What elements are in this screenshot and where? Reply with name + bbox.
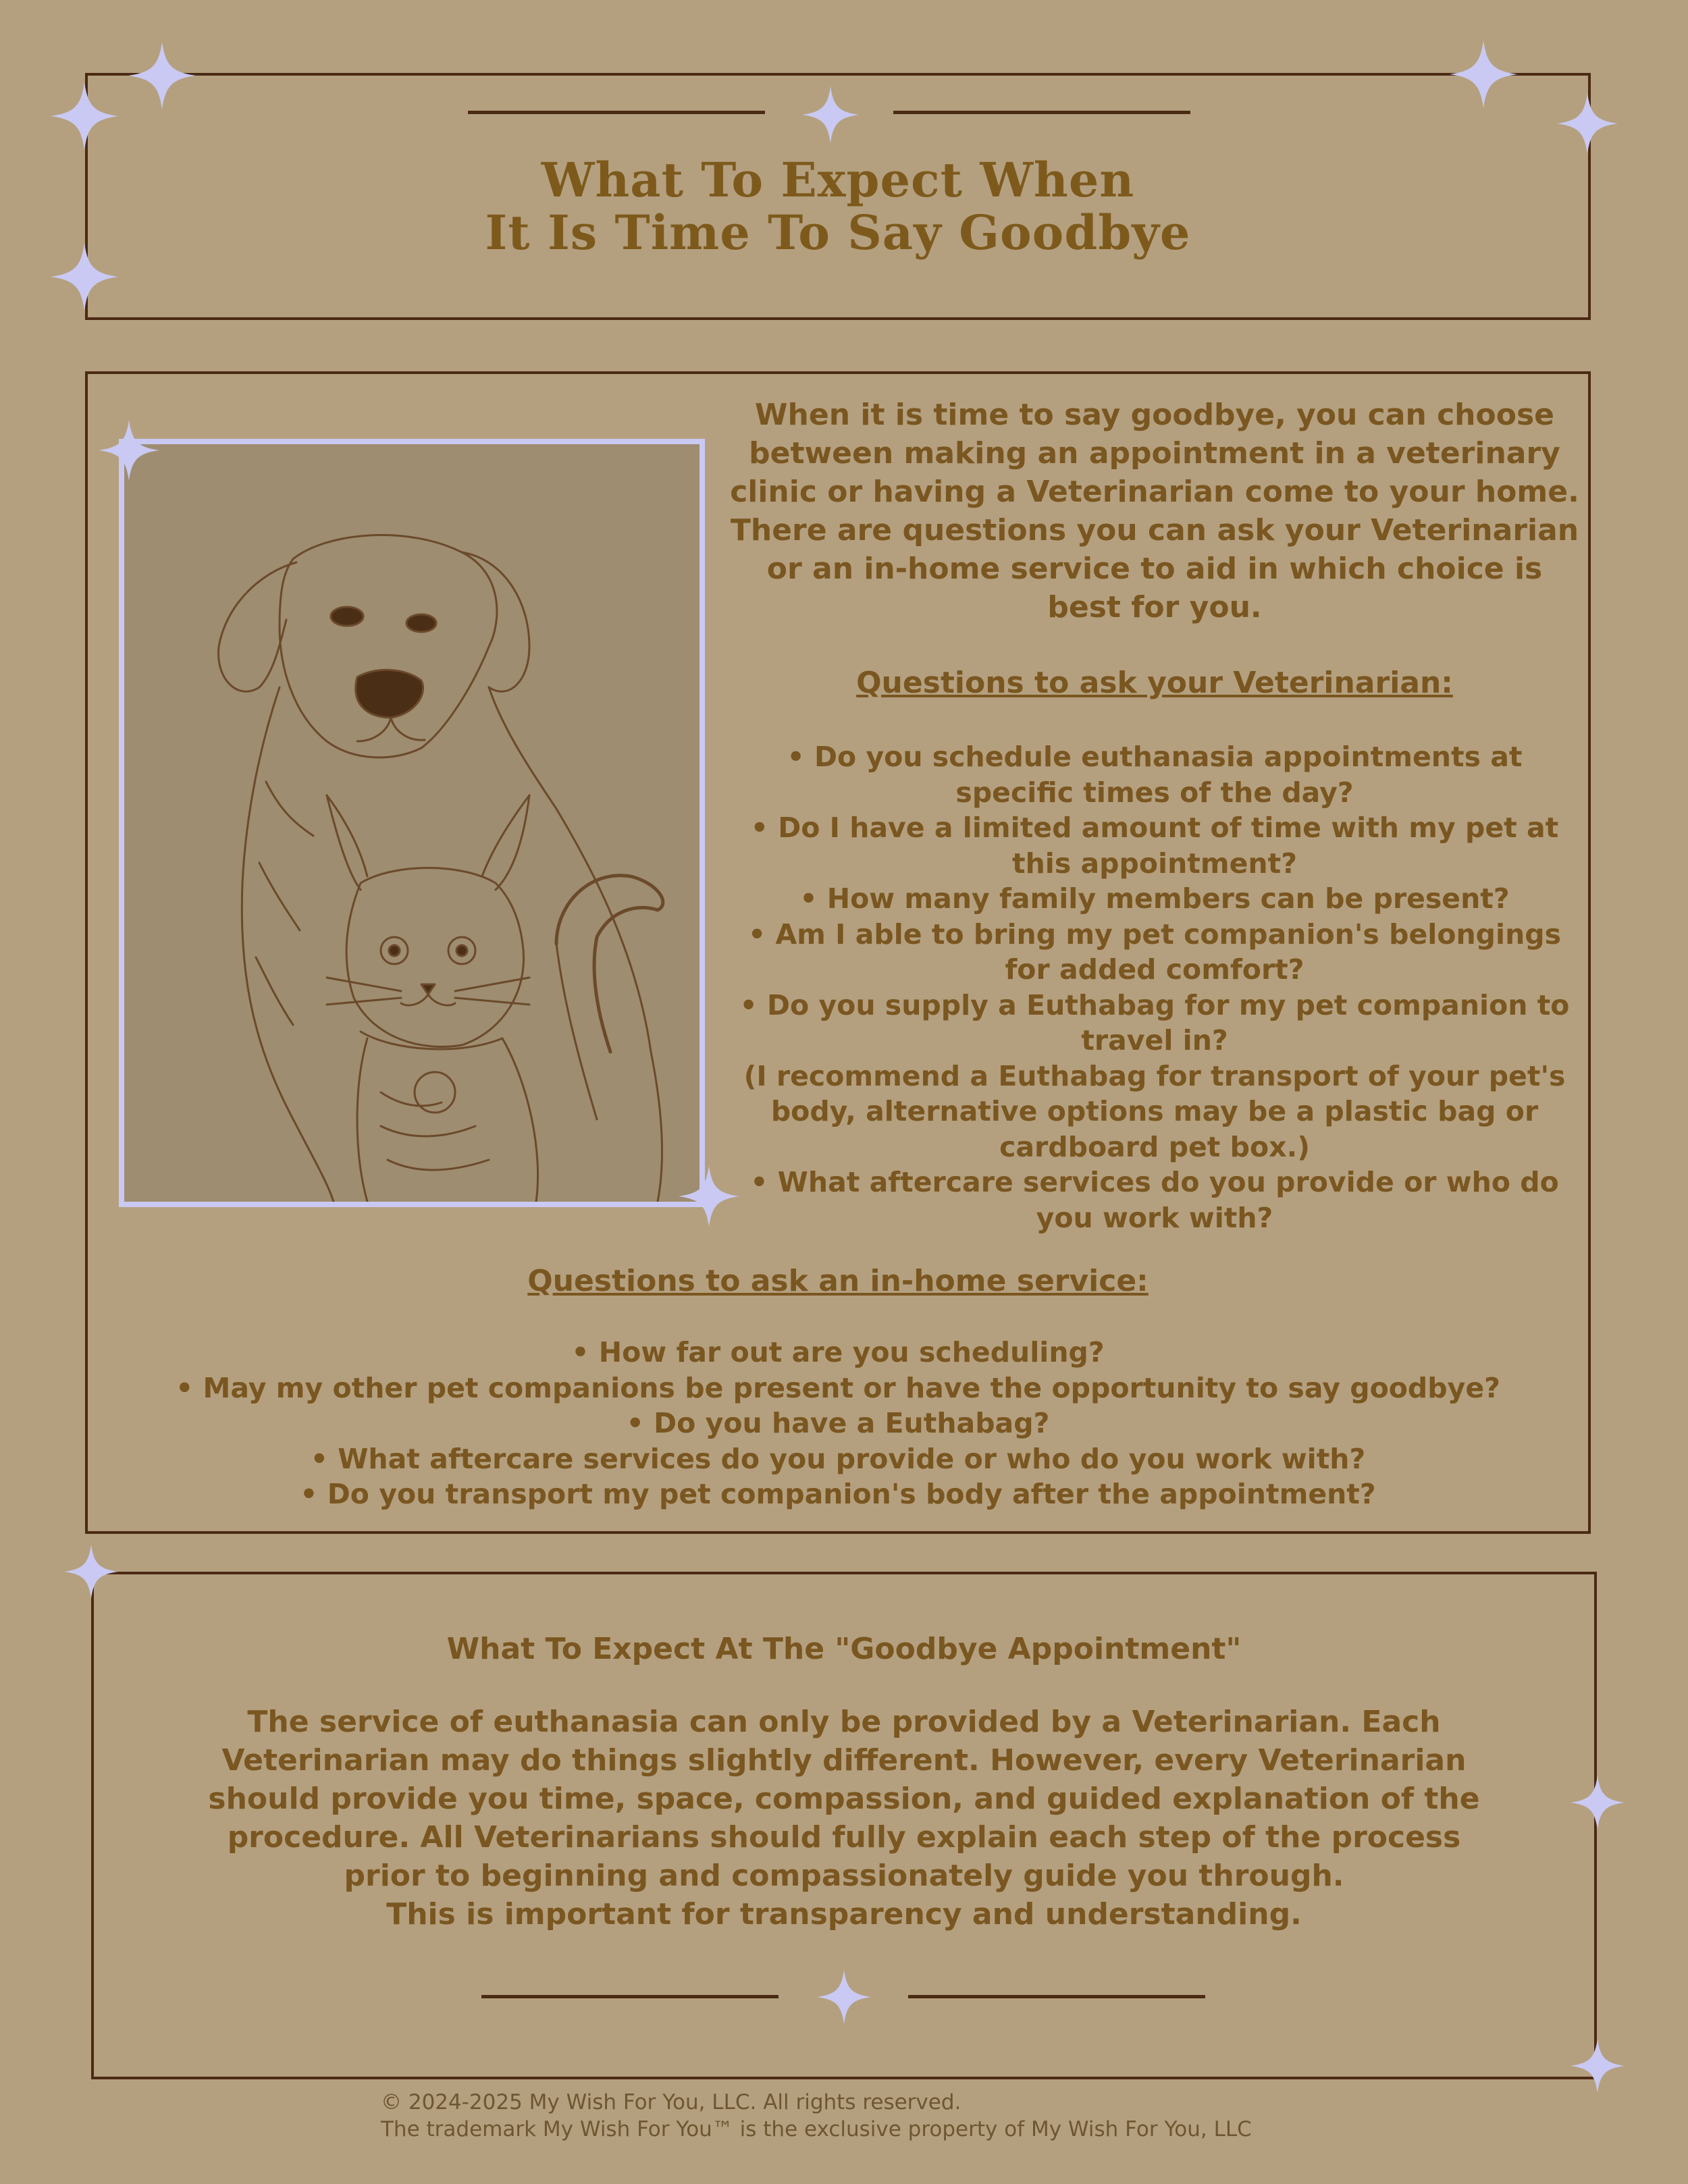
list-item: • Do I have a limited amount of time with my pet at this appointment? <box>750 811 1559 880</box>
list-item: • Do you supply a Euthabag for my pet companion to travel in? <box>739 988 1570 1057</box>
sparkle-icon <box>99 420 159 481</box>
sparkle-icon <box>51 82 118 150</box>
sparkle-icon <box>1571 1776 1625 1830</box>
appointment-body <box>182 1703 1506 1934</box>
sparkle-icon <box>1571 2039 1625 2093</box>
list-item: • What aftercare services do you provide or who do you work with? <box>310 1442 1366 1475</box>
vet-questions-list <box>729 739 1580 1235</box>
list-item: • May my other pet companions be present or have the opportunity to say goodbye? <box>176 1371 1500 1404</box>
appointment-paragraph: The service of euthanasia can only be provided by a Veterinarian. Each Veterinarian may do things slightly different. However, every Veterinarian should provide you time, space, compassion, and guided explanation of the procedure. All Veterinarians should fully explain each step of the process prior to beginning and compassionately guide you through. <box>208 1705 1480 1893</box>
sparkle-icon <box>51 243 118 311</box>
intro-paragraph: When it is time to say goodbye, you can choose between making an appointment in a veterinary clinic or having a Veterinarian come to your home. There are questions you can ask your Veterinarian or an in-home service to aid in which choice is best for you. <box>730 398 1579 624</box>
sparkle-icon <box>1557 93 1618 154</box>
appointment-rule-left <box>481 1995 779 1998</box>
header-rule-right <box>893 111 1190 114</box>
list-item: • Am I able to bring my pet companion's belongings for added comfort? <box>747 917 1562 986</box>
home-questions-list <box>85 1335 1591 1512</box>
sparkle-icon <box>1450 41 1517 108</box>
list-item: • How far out are you scheduling? <box>571 1336 1105 1368</box>
appointment-heading: What To Expect At The "Goodbye Appointment" <box>446 1632 1242 1666</box>
home-questions-heading: Questions to ask an in-home service: <box>527 1264 1149 1298</box>
vet-questions-heading: Questions to ask your Veterinarian: <box>856 666 1453 700</box>
sparkle-icon <box>802 86 859 143</box>
pet-illustration <box>119 439 705 1207</box>
appointment-emphasis: This is important for transparency and understanding. <box>386 1897 1302 1932</box>
page-title <box>85 154 1591 259</box>
sparkle-icon <box>679 1166 739 1227</box>
list-item: • Do you schedule euthanasia appointments at specific times of the day? <box>787 741 1523 809</box>
trademark-text: The trademark My Wish For You™ is the exclusive property of My Wish For You, LLC <box>381 2117 1252 2141</box>
sparkle-icon <box>64 1545 118 1599</box>
sparkle-icon <box>128 42 196 109</box>
footer <box>381 2089 1596 2143</box>
list-item: • What aftercare services do you provide or who do you work with? <box>750 1166 1559 1234</box>
dog-and-cat-sketch-icon <box>124 444 700 1202</box>
copyright-text: © 2024-2025 My Wish For You, LLC. All rights reserved. <box>381 2090 961 2114</box>
list-item: • Do you have a Euthabag? <box>626 1407 1050 1439</box>
title-line-1: What To Expect When <box>541 152 1135 208</box>
list-item: (I recommend a Euthabag for transport of your pet's body, alternative options may be a plastic bag or cardboard pet box.) <box>743 1059 1566 1163</box>
list-item: • How many family members can be present? <box>799 882 1510 915</box>
title-line-2: It Is Time To Say Goodbye <box>485 205 1191 261</box>
header-rule-left <box>468 111 765 114</box>
appointment-rule-right <box>908 1995 1205 1998</box>
list-item: • Do you transport my pet companion's body after the appointment? <box>300 1478 1376 1510</box>
sparkle-icon <box>817 1970 871 2024</box>
